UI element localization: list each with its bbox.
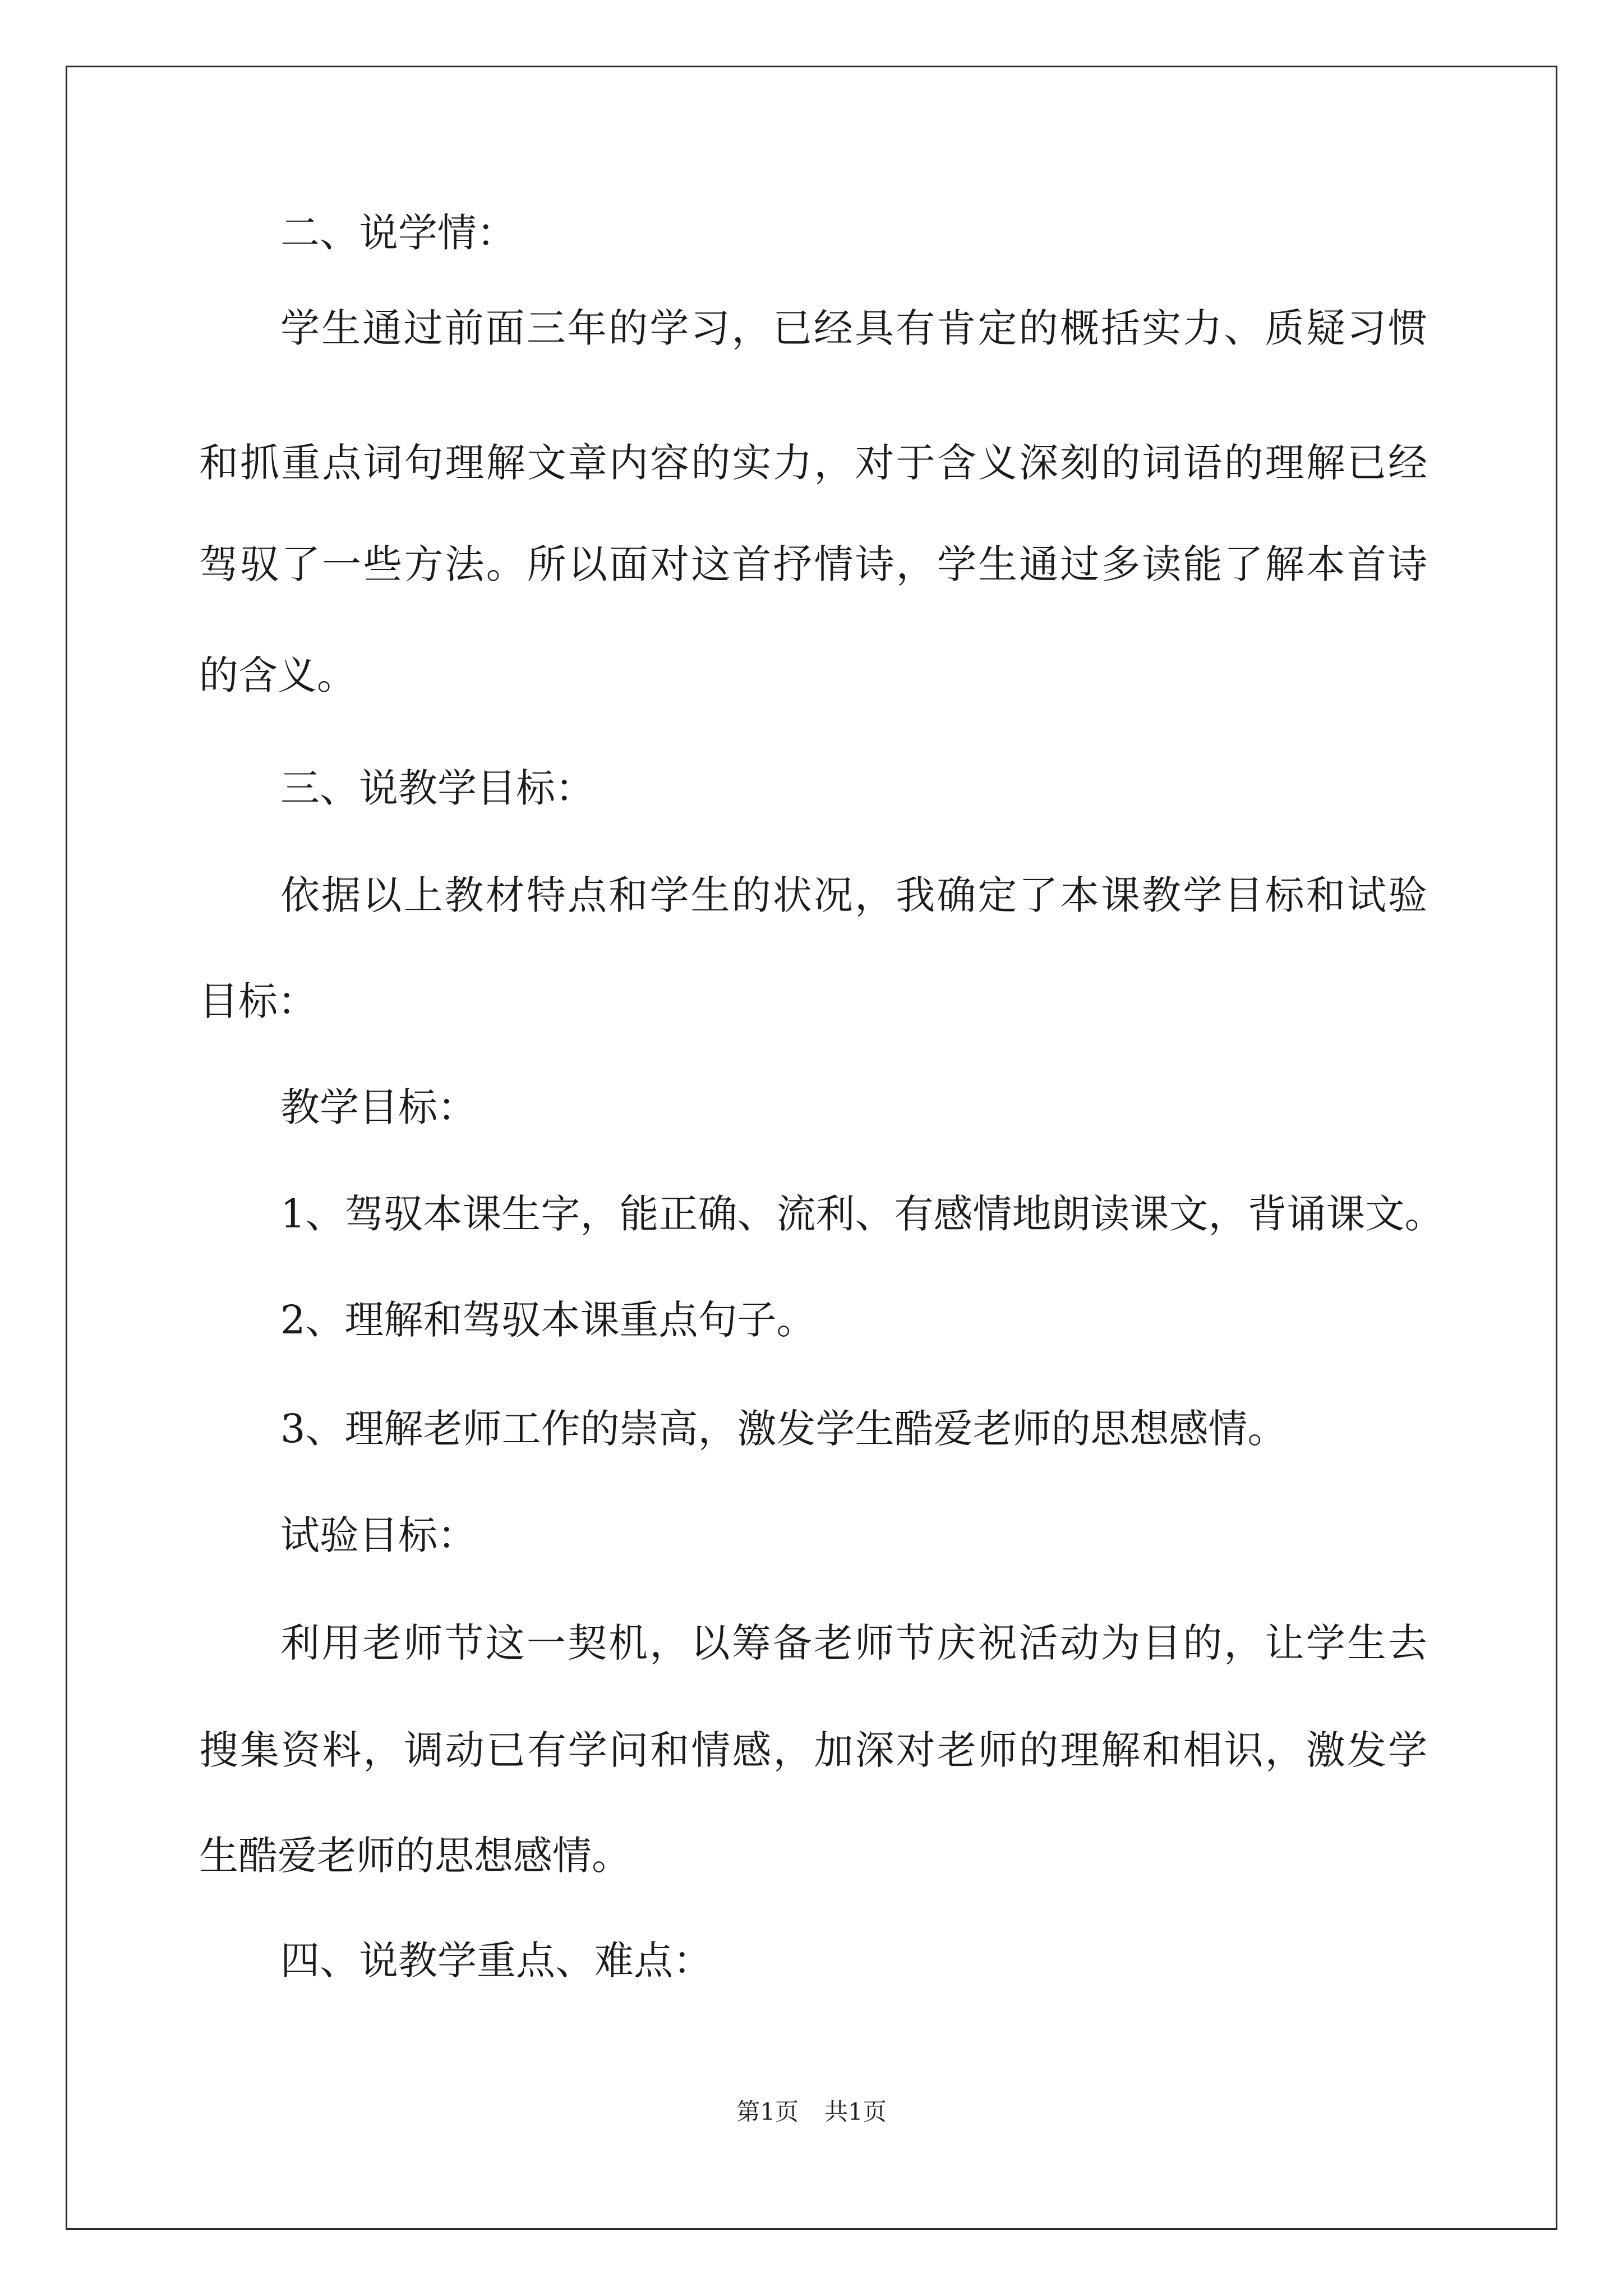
list-item: 1、驾驭本课生字，能正确、流利、有感情地朗读课文，背诵课文。 [280,1191,1444,1237]
page-footer [0,2095,1623,2129]
paragraph-line: 利用老师节这一契机，以筹备老师节庆祝活动为目的，让学生去 [280,1620,1427,1666]
paragraph-line: 的含义。 [199,652,356,698]
paragraph-line: 目标： [199,978,317,1024]
paragraph-line: 学生通过前面三年的学习，已经具有肯定的概括实力、质疑习惯 [280,305,1427,351]
section-heading-key-points: 四、说教学重点、难点： [280,1938,712,1984]
paragraph-line: 生酷爱老师的思想感情。 [199,1833,631,1879]
subheading-experiment-goals: 试验目标： [280,1512,477,1558]
list-item: 2、理解和驾驭本课重点句子。 [280,1297,816,1343]
paragraph-line: 和抓重点词句理解文章内容的实力，对于含义深刻的词语的理解已经 [199,440,1427,486]
subheading-teaching-goals: 教学目标： [280,1084,477,1130]
paragraph-line: 搜集资料，调动已有学问和情感，加深对老师的理解和相识，激发学 [199,1727,1427,1773]
paragraph-line: 驾驭了一些方法。所以面对这首抒情诗，学生通过多读能了解本首诗 [199,541,1427,587]
page-border [66,66,1557,2230]
section-heading-learning-situation: 二、说学情： [280,210,516,256]
section-heading-teaching-goals: 三、说教学目标： [280,765,594,811]
paragraph-line: 依据以上教材特点和学生的状况，我确定了本课教学目标和试验 [280,872,1427,918]
page-number: 第1页 [736,2098,799,2125]
list-item: 3、理解老师工作的崇高，激发学生酷爱老师的思想感情。 [280,1406,1287,1452]
page-total: 共1页 [824,2098,887,2125]
